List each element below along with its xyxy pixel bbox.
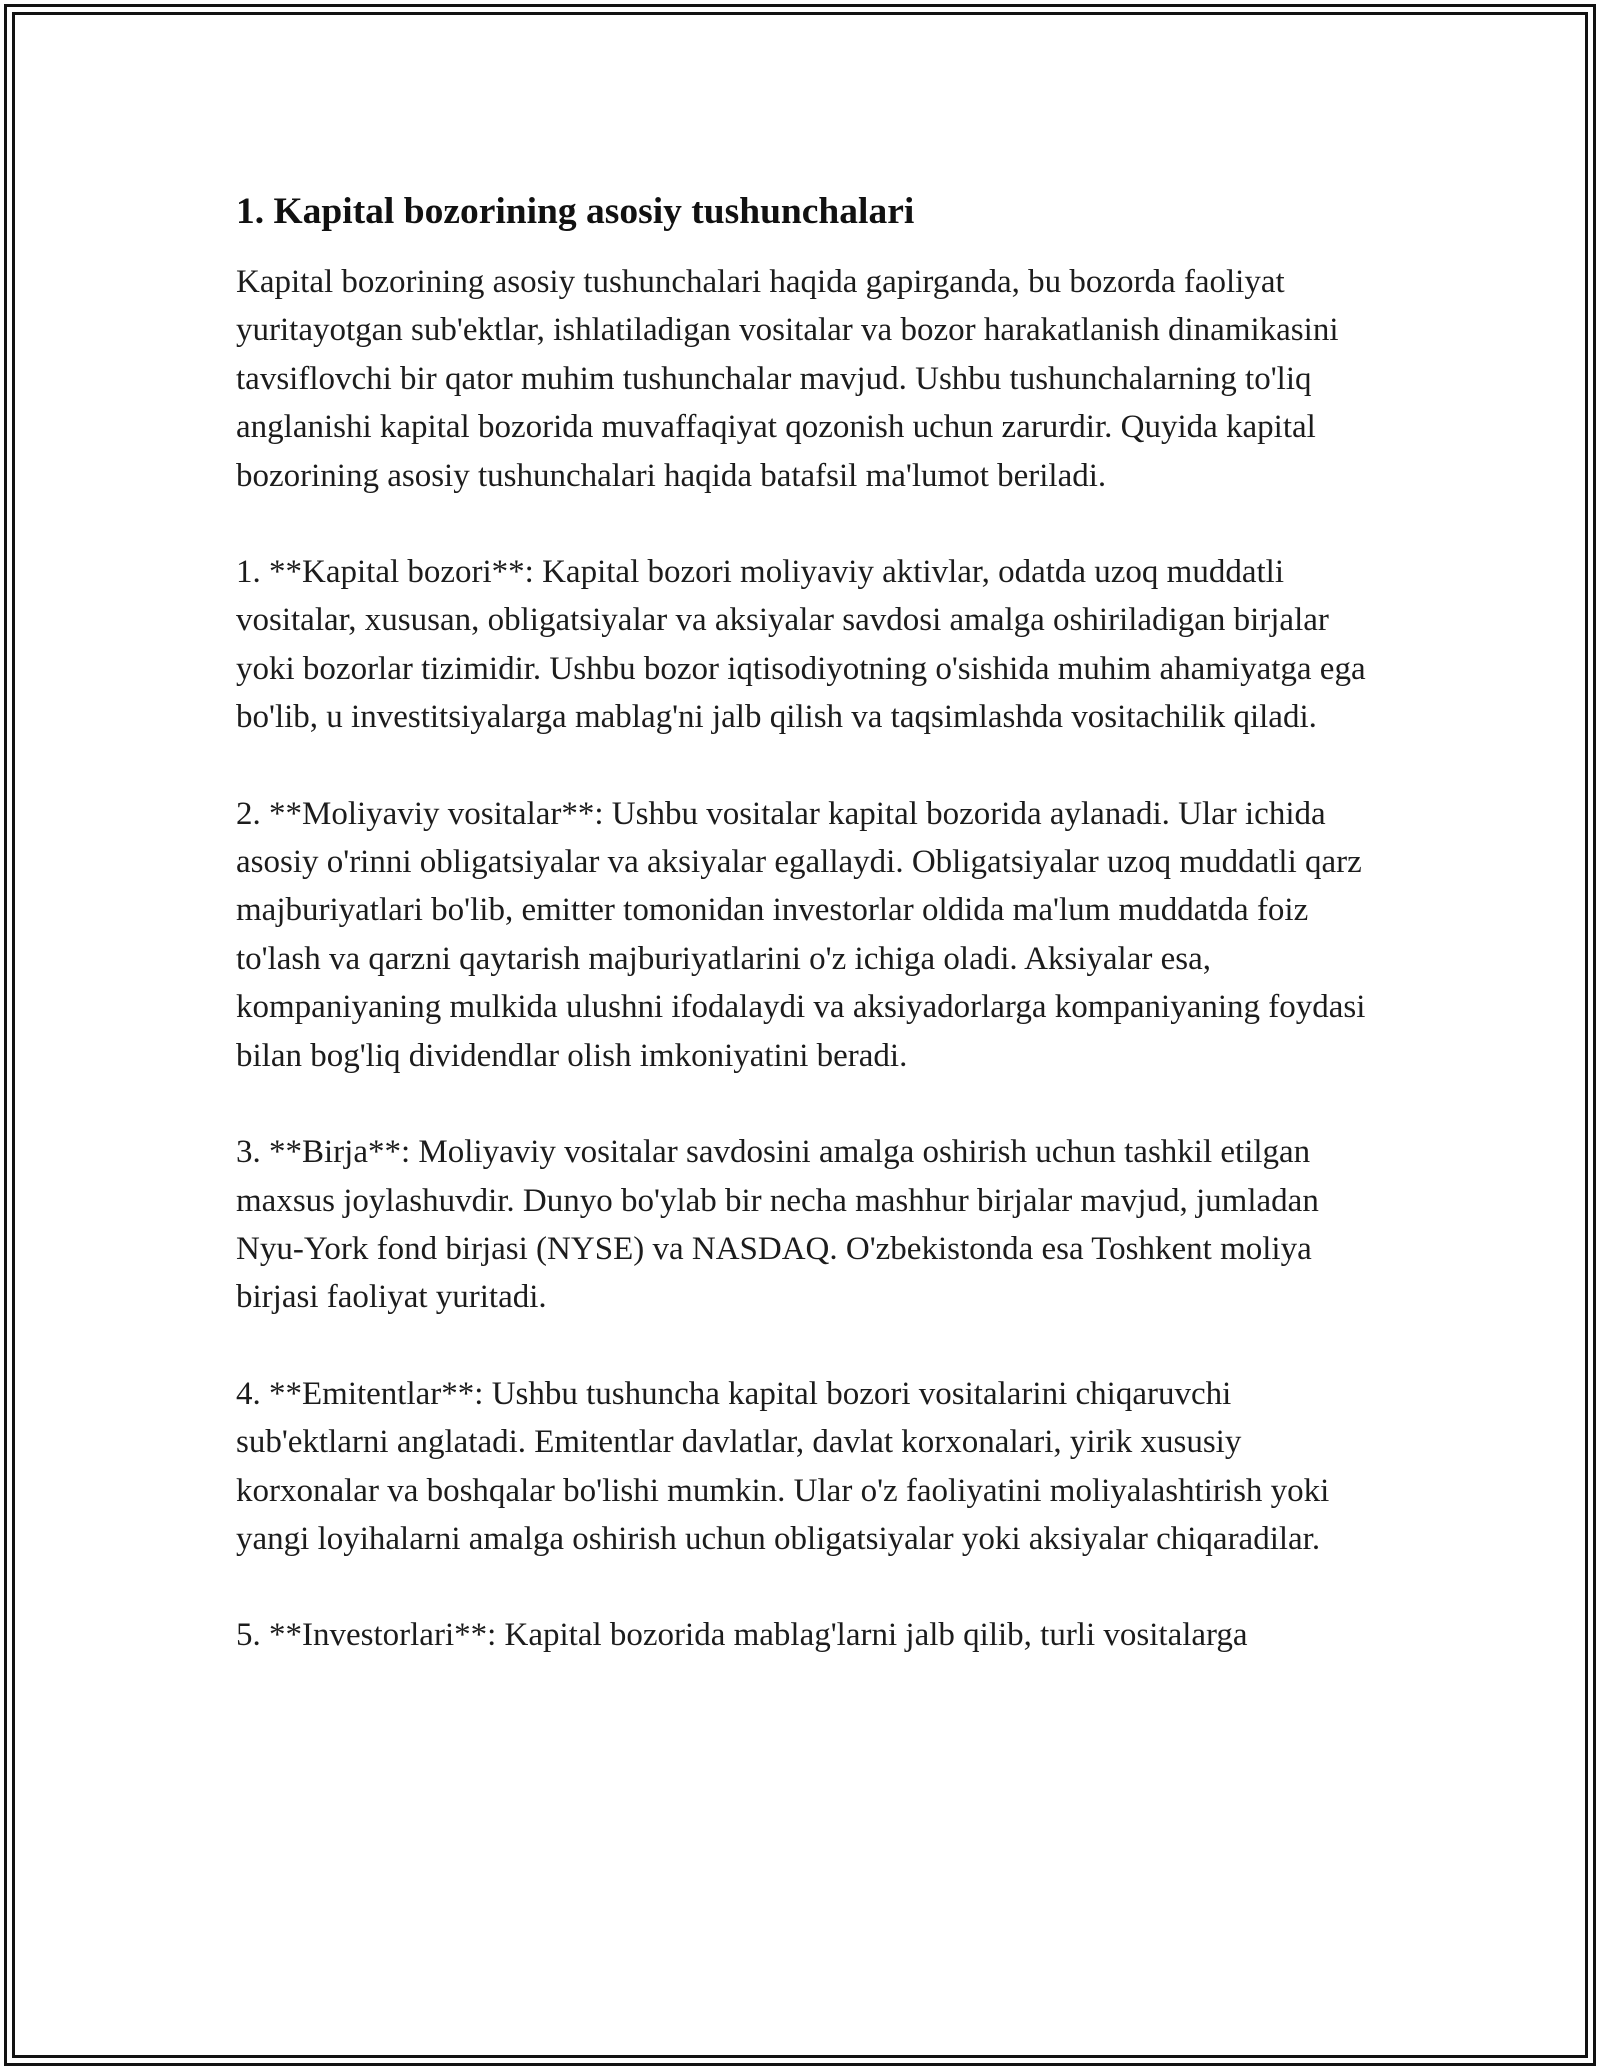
list-item-kapital-bozori: 1. **Kapital bozori**: Kapital bozori moliyaviy aktivlar, odatda uzoq muddatli vositalar, xususan, obligatsiyalar va aksiyalar savdosi amalga oshiriladigan birjalar yoki bozorlar tizimidir. Ushbu bozor iqtisodiyotning o'sishida muhim ahamiyatga ega bo'lib, u investitsiyalarga mablag'ni jalb qilish va taqsimlashda vositachilik qiladi. <box>236 554 1366 736</box>
list-item-moliyaviy-vositalar: 2. **Moliyaviy vositalar**: Ushbu vositalar kapital bozorida aylanadi. Ular ichida asosiy o'rinni obligatsiyalar va aksiyalar egallaydi. Obligatsiyalar uzoq muddatli qarz majburiyatlari bo'lib, emitter tomonidan investorlar oldida ma'lum muddatda foiz to'lash va qarzni qaytarish majburiyatlarini o'z ichiga oladi. Aksiyalar esa, kompaniyaning mulkida ulushni ifodalaydi va aksiyadorlarga kompaniyaning foydasi bilan bog'liq dividendlar olish imkoniyatini beradi. <box>236 795 1366 1074</box>
section-heading: 1. Kapital bozorining asosiy tushunchalari <box>236 191 915 232</box>
list-item-birja: 3. **Birja**: Moliyaviy vositalar savdosini amalga oshirish uchun tashkil etilgan maxsus joylashuvdir. Dunyo bo'ylab bir necha mashhur birjalar mavjud, jumladan Nyu-York fond birjasi (NYSE) va NASDAQ. O'zbekistonda esa Toshkent moliya birjasi faoliyat yuritadi. <box>236 1134 1319 1316</box>
document-body <box>236 186 1386 1708</box>
list-item-emitentlar: 4. **Emitentlar**: Ushbu tushuncha kapital bozori vositalarini chiqaruvchi sub'ektlarni anglatadi. Emitentlar davlatlar, davlat korxonalari, yirik xususiy korxonalar va boshqalar bo'lishi mumkin. Ular o'z faoliyatini moliyalashtirish yoki yangi loyihalarni amalga oshirish uchun obligatsiyalar yoki aksiyalar chiqaradilar. <box>236 1375 1330 1557</box>
intro-paragraph: Kapital bozorining asosiy tushunchalari haqida gapirganda, bu bozorda faoliyat yuritayotgan sub'ektlar, ishlatiladigan vositalar va bozor harakatlanish dinamikasini tavsiflovchi bir qator muhim tushunchalar mavjud. Ushbu tushunchalarning to'liq anglanishi kapital bozorida muvaffaqiyat qozonish uchun zarurdir. Quyida kapital bozorining asosiy tushunchalari haqida batafsil ma'lumot beriladi. <box>236 264 1339 494</box>
list-item-investorlari: 5. **Investorlari**: Kapital bozorida mablag'larni jalb qilib, turli vositalarga <box>236 1617 1248 1654</box>
